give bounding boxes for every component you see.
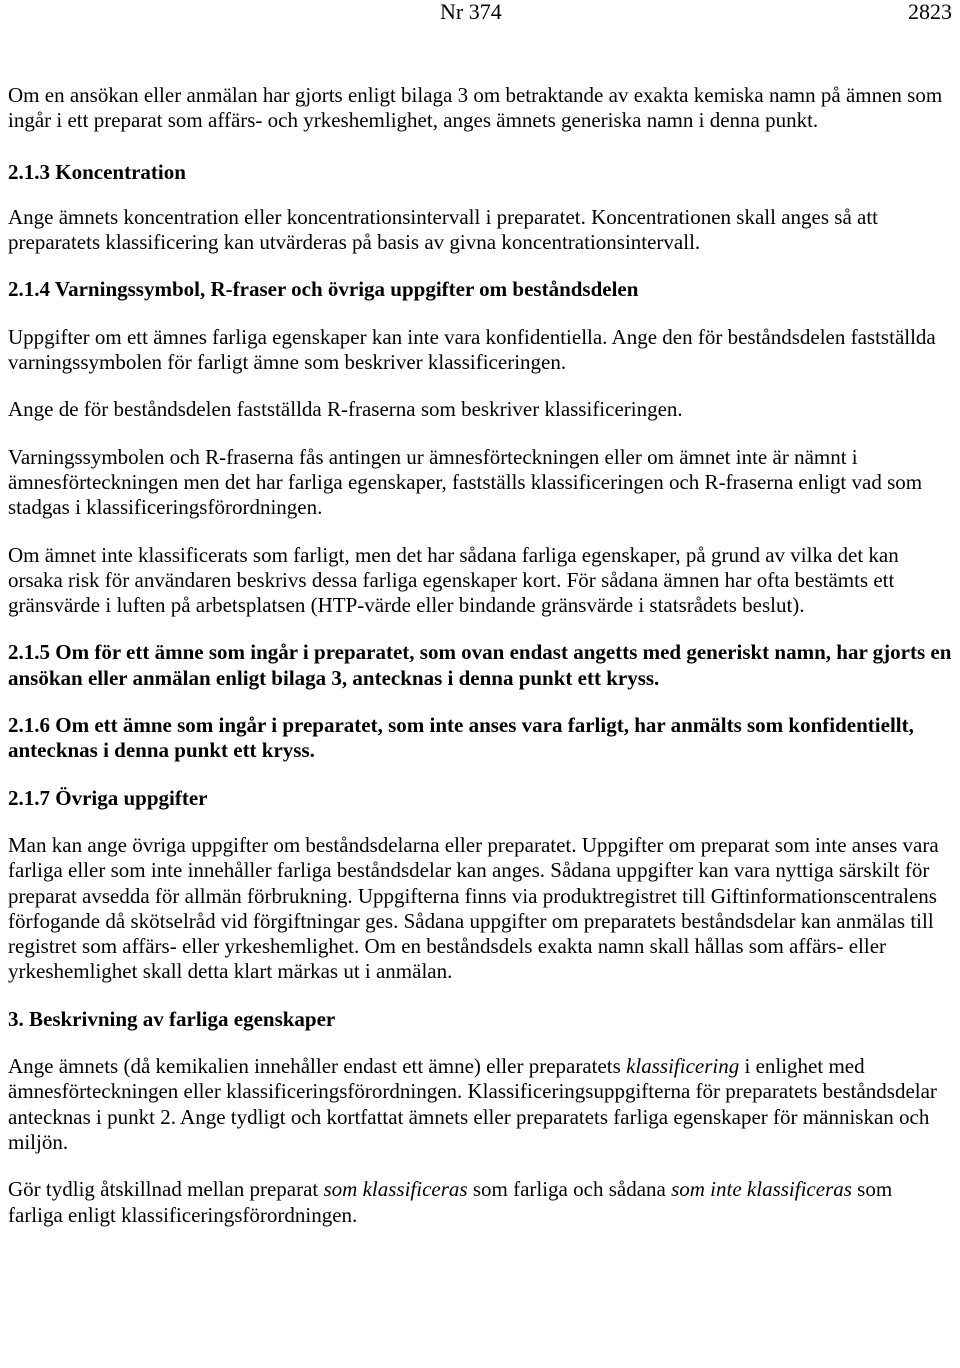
section-number: 2.1.6: [8, 713, 50, 738]
section-heading-2-1-7: [8, 786, 952, 811]
section-heading-2-1-3: [8, 160, 952, 185]
section-title: Om för ett ämne som ingår i preparatet, som ovan endast angetts med generiskt namn, har gjorts en ansökan eller anmälan enligt bilaga 3, antecknas i denna punkt ett kryss.: [8, 640, 952, 690]
section-title: Om ett ämne som ingår i preparatet, som inte anses vara farligt, har anmälts som konfidentiellt, antecknas i denna punkt ett kryss.: [8, 713, 914, 763]
paragraph-distinction: [8, 1177, 952, 1228]
paragraph-symbol-source: Varningssymbolen och R-fraserna fås antingen ur ämnesförteckningen eller om ämnet inte är nämnt i ämnesförteckningen men det har farliga egenskaper, fastställs klassificeringen och R-fraserna enligt vad som stadgas i klassificeringsförordningen.: [8, 444, 923, 520]
text-run: som farliga och sådana: [467, 1177, 672, 1202]
section-number: 2.1.4: [8, 277, 50, 302]
emphasis-som-inte-klassificeras: som inte klassificeras: [671, 1177, 852, 1202]
section-heading-2-1-5: [8, 640, 952, 691]
section-number: 2.1.5: [8, 640, 50, 665]
emphasis-som-klassificeras: som klassificeras: [323, 1177, 468, 1202]
text-run: Gör tydlig åtskillnad mellan preparat: [8, 1177, 324, 1202]
text-run: Ange ämnets (då kemikalien innehåller endast ett ämne) eller preparatets: [8, 1054, 627, 1079]
paragraph-confidentiality: Uppgifter om ett ämnes farliga egenskaper kan inte vara konfidentiella. Ange den för beståndsdelen fastställda varningssymbolen för farligt ämne som beskriver klassificeringen.: [8, 324, 936, 375]
section-heading-2-1-6: [8, 713, 952, 764]
section-heading-3: 3. Beskrivning av farliga egenskaper: [8, 1006, 336, 1031]
section-title: Övriga uppgifter: [50, 785, 208, 810]
section-title: Varningssymbol, R-fraser och övriga uppgifter om beståndsdelen: [50, 277, 639, 302]
text-run: som farliga enligt klassificeringsförordningen.: [8, 1177, 893, 1227]
page-header: [0, 0, 960, 30]
paragraph-other-info: Man kan ange övriga uppgifter om beståndsdelarna eller preparatet. Uppgifter om preparat som inte anses vara farliga eller som inte innehåller farliga beståndsdelar kan anges. Sådana uppgifter kan vara nyttiga särskilt för preparat avsedda för allmän förbrukning. Uppgifterna finns via produktregistret till Giftinformationscentralens förfogande då skötselråd vid förgiftningar ges. Sådana uppgifter om preparatets beståndsdelar kan anmälas till registret som affärs- eller yrkeshemlighet. Om en beståndsdels exakta namn skall hållas som affärs- eller yrkeshemlighet skall detta klart märkas ut i anmälan.: [8, 832, 939, 984]
paragraph-intro: Om en ansökan eller anmälan har gjorts enligt bilaga 3 om betraktande av exakta kemiska namn på ämnen som ingår i ett preparat som affärs- och yrkeshemlighet, anges ämnets generiska namn i denna punkt.: [8, 83, 943, 133]
section-title: Koncentration: [50, 159, 186, 184]
section-number: 2.1.3: [8, 159, 50, 184]
issue-number: Nr 374: [440, 0, 502, 24]
document-body: [8, 83, 952, 1228]
paragraph-classification: [8, 1054, 952, 1155]
paragraph-r-phrases: Ange de för beståndsdelen fastställda R-fraserna som beskriver klassificeringen.: [8, 397, 683, 422]
paragraph-unclassified: Om ämnet inte klassificerats som farligt, men det har sådana farliga egenskaper, på grund av vilka det kan orsaka risk för användaren beskrivs dessa farliga egenskaper kort. För sådana ämnen har ofta bestämts ett gränsvärde i luften på arbetsplatsen (HTP-värde eller bindande gränsvärde i statsrådets beslut).: [8, 542, 899, 618]
page-number: 2823: [908, 0, 952, 24]
text-run: i enlighet med ämnesförteckningen eller klassificeringsförordningen. Klassificeringsuppgifterna för preparatets beståndsdelar antecknas i punkt 2. Ange tydligt och kortfattat ämnets eller preparatets farliga egenskaper för människan och miljön.: [8, 1054, 937, 1154]
paragraph-koncentration: Ange ämnets koncentration eller koncentrationsintervall i preparatet. Koncentrationen skall anges så att preparatets klassificering kan utvärderas på basis av givna koncentrationsintervall.: [8, 204, 879, 255]
emphasis-klassificering: klassificering: [626, 1054, 740, 1079]
section-number: 2.1.7: [8, 785, 50, 810]
section-heading-2-1-4: [8, 277, 952, 302]
